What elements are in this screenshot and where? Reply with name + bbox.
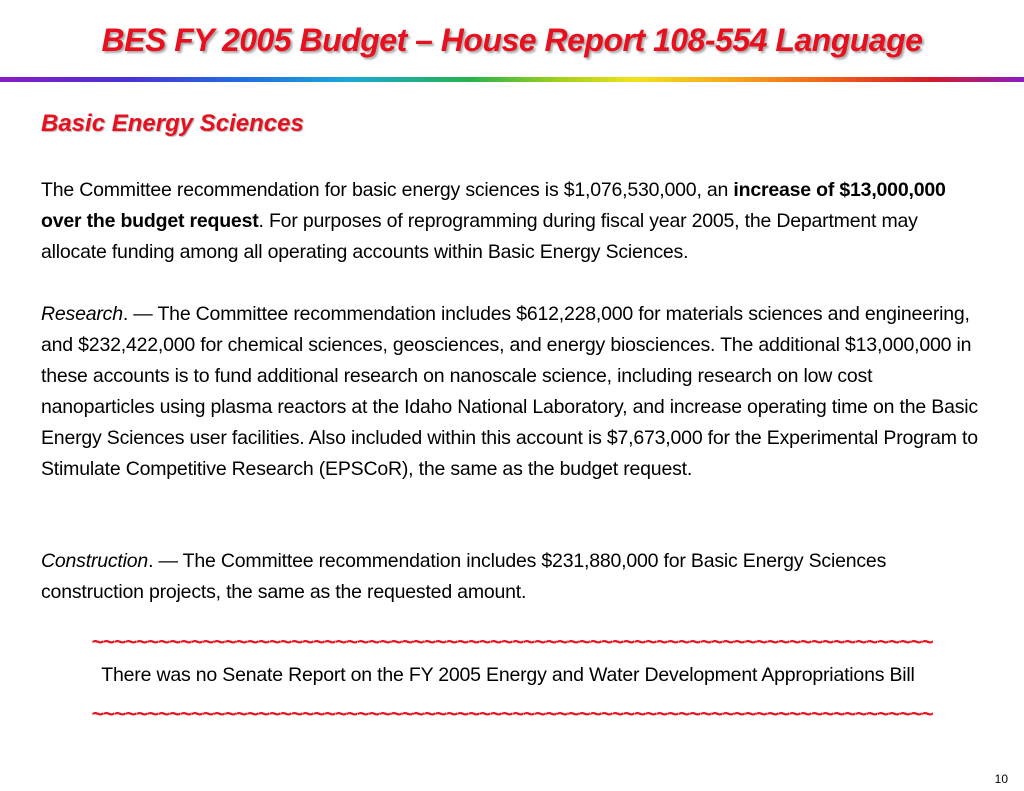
paragraph-construction: [41, 546, 981, 608]
paragraph-lead: Construction: [41, 550, 149, 572]
paragraph-text: The Committee recommendation for basic energy sciences is $1,076,530,000, an: [41, 179, 734, 201]
slide-title: BES FY 2005 Budget – House Report 108-554 Language: [101, 22, 923, 58]
section-heading: Basic Energy Sciences: [41, 110, 304, 137]
tilde-divider-top: ~~~~~~~~~~~~~~~~~~~~~~~~~~~~~~~~~~~~~~~~~~~~~~~~~~~~~~~~~~~~~~~~~~~~~~~~~~~~: [91, 631, 933, 654]
paragraph-recommendation: [41, 175, 981, 268]
rainbow-divider: [0, 77, 1024, 82]
paragraph-bold-text: increase of $13,000,000 over the budget request: [41, 179, 946, 232]
paragraph-text: . — The Committee recommendation includes $612,228,000 for materials sciences and engineering, and $232,422,000 for chemical sciences, geosciences, and energy biosciences. The additional $13,000,000 in these accounts is to fund additional research on nanoscale science, including research on low cost nanoparticles using plasma reactors at the Idaho National Laboratory, and increase operating time on the Basic Energy Sciences user facilities. Also included within this account is $7,673,000 for the Experimental Program to Stimulate Competitive Research (EPSCoR), the same as the budget request.: [41, 303, 978, 480]
senate-note: There was no Senate Report on the FY 2005 Energy and Water Development Appropriations Bill: [101, 664, 915, 686]
tilde-divider-bottom: ~~~~~~~~~~~~~~~~~~~~~~~~~~~~~~~~~~~~~~~~~~~~~~~~~~~~~~~~~~~~~~~~~~~~~~~~~~~~: [91, 703, 933, 726]
paragraph-research: [41, 299, 981, 485]
paragraph-text: . For purposes of reprogramming during fiscal year 2005, the Department may allocate funding among all operating accounts within Basic Energy Sciences.: [41, 210, 918, 263]
paragraph-lead: Research: [41, 303, 123, 325]
page-number: 10: [994, 772, 1008, 786]
paragraph-text: . — The Committee recommendation includes $231,880,000 for Basic Energy Sciences construction projects, the same as the requested amount.: [41, 550, 887, 603]
